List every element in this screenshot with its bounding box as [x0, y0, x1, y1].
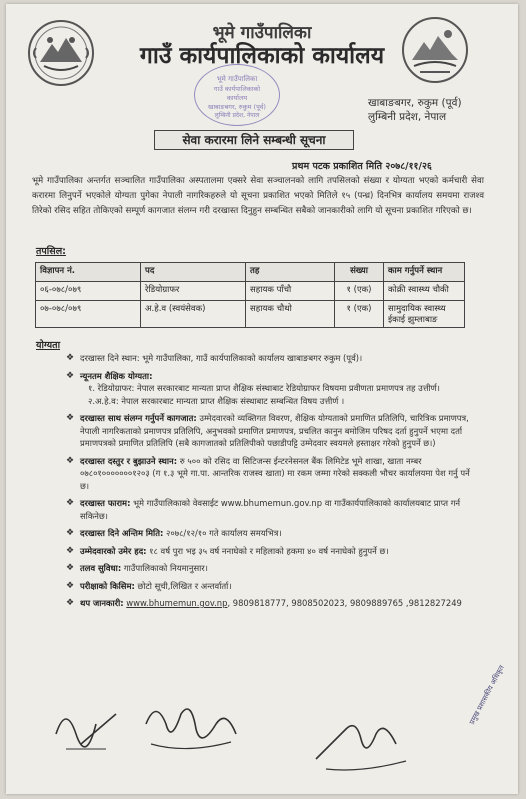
item-text: २०७८/१२/१० गते कार्यालय समयभित्र। — [163, 528, 282, 538]
notice-paper — [6, 4, 518, 794]
list-item — [66, 352, 478, 365]
table-cell: सहायक चौथो — [246, 301, 335, 328]
municipality-name: भूमे गाउँपालिका — [212, 23, 312, 43]
intro-paragraph: भूमे गाउँपालिका अन्तर्गत सञ्चालित गाउँपालिका अस्पतालमा एक्सरे सेवा सञ्चालनको लागि तपसिलको संख्या र योग्यता भएको कर्मचारी सेवा करारमा लिनुपर्ने भएकोले योग्यता पुगेका नेपाली नागरिकहरुले यो सूचना प्रकाशित भएको मितिले १५ (पन्ध्र) दिनभित्र कार्यालय समयमा राजश्व तिरेको रसिद सहित तोकिएको सम्पूर्ण कागजात संलग्न गरी दरखास्त दिनुहुन सम्बन्धित सबैको जानकारीको लागि यो सूचना प्रकाशित गरिएको छ। — [32, 176, 484, 216]
list-item — [66, 597, 478, 610]
table-cell: १ (एक) — [335, 282, 384, 301]
bullet-icon: ❖ — [66, 455, 75, 466]
website-link[interactable]: www.bhumemun.gov.np — [126, 598, 228, 608]
list-item — [66, 497, 478, 522]
address-line-2: लुम्बिनी प्रदेश, नेपाल — [368, 111, 447, 123]
bullet-icon: ❖ — [66, 498, 75, 508]
signature-mark-left-icon — [46, 694, 146, 764]
item-text: गाउँपालिकाको नियमानुसार। — [121, 563, 208, 573]
table-cell: अ.हे.व (स्वयंसेवक) — [141, 301, 246, 328]
signature-mark-center-icon — [136, 694, 246, 764]
item-sub-text: २.अ.हे.व: नेपाल सरकारबाट मान्यता प्राप्त शैक्षिक संस्थाबाट सम्बन्धित विषय उत्तीर्ण । — [88, 395, 345, 406]
item-heading: तलव सुविधा: — [80, 563, 122, 573]
item-text: उम्मेदवारको व्यक्तिगत विवरण, शैक्षिक योग्यताको प्रमाणित प्रतिलिपि, चारित्रिक प्रमाणपत्र, नेपाली नागरिकताको प्रमाणपत्र प्रतिलिपि, अनुभवको प्रमाणित प्रमाणपत्र, प्रचलित कानुन बमोजिम परिषद दर्ता हुनुपर्ने भएमा दर्ता प्रमाणपत्रको प्रमाणित प्रतिलिपि (सबै कागजातको प्रतिलिपीको पछाडीपट्टि उम्मेदवार स्वयमले हस्ताक्षर गरेको हुनुपर्ने छ।) — [80, 413, 469, 448]
bullet-icon: ❖ — [66, 528, 75, 538]
item-heading: न्यूनतम शैक्षिक योग्यता: — [80, 370, 153, 381]
bullet-icon: ❖ — [66, 413, 75, 423]
item-text: छोटो सूची,लिखित र अन्तर्वार्ता। — [134, 580, 232, 591]
vacancy-table — [35, 262, 465, 328]
office-stamp — [194, 64, 280, 126]
office-address — [368, 96, 518, 124]
table-cell: कोक्री स्वास्थ्य चौकी — [384, 282, 465, 301]
item-heading: उम्मेदवारको उमेर हद: — [80, 545, 147, 556]
item-text: भूमे गाउँपालिकाको वेवसाईट www.bhumemun.gov.np वा गाउँकार्यपालिकाको कार्यालयबाट प्राप्त गर्न सकिनेछ। — [80, 498, 461, 521]
item-heading: दरखास्त दस्तुर र बुझाउने स्थान: — [80, 455, 178, 466]
svg-text:लुम्बिनी प्रदेश, नेपाल: लुम्बिनी प्रदेश, नेपाल — [214, 112, 260, 119]
item-text: दरखास्त दिने स्थान: भूमे गाउँपालिका, गाउँ कार्यपालिकाको कार्यालय खाबाङबगर रुकुम (पूर्व)। — [80, 353, 363, 363]
col-header: काम गर्नुपर्ने स्थान — [384, 263, 465, 282]
table-row — [36, 301, 465, 328]
svg-text:कार्यालय: कार्यालय — [226, 94, 248, 102]
bullet-icon: ❖ — [66, 598, 75, 608]
item-heading: दरखास्त साथ संलग्न गर्नुपर्ने कागजात: — [80, 413, 197, 423]
table-cell: सामुदायिक स्वास्थ्य ईकाई झुम्लाबाङ — [384, 301, 465, 328]
signature-mark-right-icon — [306, 709, 416, 779]
item-heading: थप जानकारी: — [80, 598, 124, 608]
item-text: रु ५०० को रसिद वा सिटिजन्स ईन्टरनेसनल बैंक लिमिटेड भूमे शाखा, खाता नम्बर ०७८०१०००००००१२०३ (ग १.३ भूमे गा.पा. आन्तरिक राजस्व खाता) मा रकम जम्मा गरेको सक्कली भौचर कार्यालयमा पेश गर्नु पर्ने छ। — [80, 455, 470, 491]
svg-text:खाबाङबगर, रुकुम (पूर्व): खाबाङबगर, रुकुम (पूर्व) — [208, 103, 266, 111]
col-header: पद — [141, 263, 246, 282]
published-date: प्रथम पटक प्रकाशित मिति २०७८/११/२६ — [292, 161, 432, 172]
qualification-label: योग्यता — [36, 340, 61, 351]
signatory-designation: प्रमुख प्रशासकीय अधिकृत — [468, 663, 506, 726]
requirements-list — [66, 352, 478, 615]
stamp-seal-icon — [195, 69, 279, 119]
table-cell: रेडियोग्राफर — [141, 282, 246, 301]
address-line-1: खाबाङबगर, रुकुम (पूर्व) — [368, 97, 462, 109]
bullet-icon: ❖ — [66, 353, 75, 363]
svg-text:गाउँ कार्यपालिकाको: गाउँ कार्यपालिकाको — [213, 85, 261, 93]
municipality-logo-icon — [400, 14, 470, 86]
contact-numbers: , 9809818777, 9808502023, 9809889765 ,9812827249 — [227, 598, 462, 608]
list-item — [66, 370, 478, 408]
details-label: तपसिल: — [36, 246, 66, 257]
notice-title: सेवा करारमा लिने सम्बन्धी सूचना — [154, 130, 354, 150]
list-item — [66, 412, 478, 450]
table-header-row — [36, 263, 465, 282]
col-header: विज्ञापन नं. — [36, 263, 141, 282]
list-item — [66, 527, 478, 540]
bullet-icon: ❖ — [66, 545, 75, 556]
item-heading: दरखास्त फाराम: — [80, 498, 131, 508]
bullet-icon: ❖ — [66, 370, 75, 381]
item-sub-text: १. रेडियोग्राफर: नेपाल सरकारबाट मान्यता प्राप्त शैक्षिक संस्थाबाट रेडियोग्राफर विषयमा प्रवीणता प्रमाणपत्र तह उत्तीर्ण। — [88, 383, 440, 393]
table-row — [36, 282, 465, 301]
list-item — [66, 455, 478, 493]
office-name: गाउँ कार्यपालिकाको कार्यालय — [139, 43, 385, 69]
item-heading: दरखास्त दिने अन्तिम मिति: — [80, 528, 164, 538]
col-header: संख्या — [335, 263, 384, 282]
list-item — [66, 562, 478, 575]
table-cell: ०६-०७८/०७९ — [36, 282, 141, 301]
item-heading: परीक्षाको किसिम: — [80, 580, 135, 591]
bullet-icon: ❖ — [66, 563, 75, 573]
table-cell: ०७-०७८/०७९ — [36, 301, 141, 328]
table-cell: सहायक पाँचौ — [246, 282, 335, 301]
item-text: १८ वर्ष पुरा भइ ३५ वर्ष ननाघेको र महिलाको हकमा ४० वर्ष ननाघेको हुनुपर्ने छ। — [146, 545, 389, 556]
col-header: तह — [246, 263, 335, 282]
list-item — [66, 545, 478, 558]
bullet-icon: ❖ — [66, 580, 75, 591]
svg-text:भूमे गाउँपालिका: भूमे गाउँपालिका — [216, 75, 258, 83]
table-cell: १ (एक) — [335, 301, 384, 328]
list-item — [66, 580, 478, 593]
